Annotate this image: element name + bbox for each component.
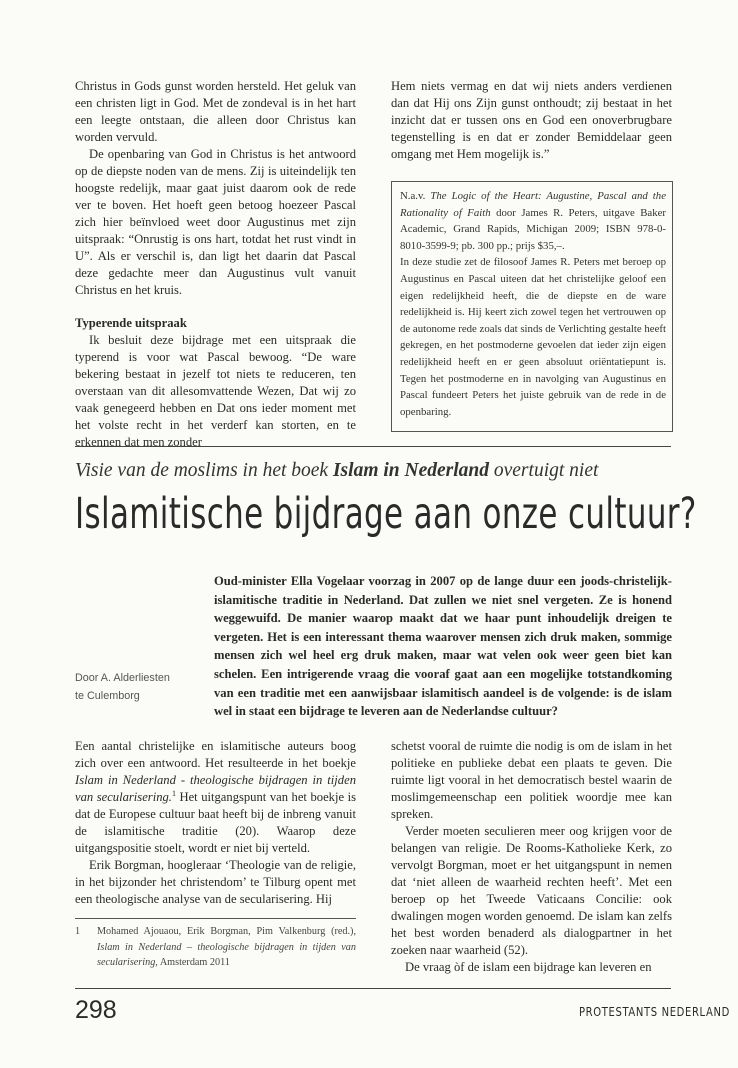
footnote (75, 924, 356, 971)
section-divider (75, 446, 671, 447)
footnote-title: Islam in Nederland – theologische bijdragen in tijden van secularisering, (97, 941, 356, 969)
top-right-column (391, 78, 672, 163)
review-body: In deze studie zet de filosoof James R. Peters met beroep op Augustinus en Pascal uiteen dat het christelijke geloof een eigen redelijkheid heeft, die de diepste en de ware redelijkheid is. Hij keert zich zowel tegen het vertrouwen op de autonome rede zoals dat sinds de Verlichting gestalte heeft gekregen, en het postmoderne gevoelen dat ieder zijn eigen redelijkheid heeft en er geen absoluut oriëntatiepunt is. Tegen het postmoderne en in navolging van Augustinus en Pascal fundeert Peters het juiste gebruik van de rede in de openbaring. (400, 256, 666, 418)
footnote-number: 1 (75, 926, 81, 937)
paragraph: De vraag òf de islam een bijdrage kan leveren en (405, 960, 652, 974)
paragraph: Christus in Gods gunst worden hersteld. Het geluk van een christen ligt in God. Met de zondeval is in het hart een leegte ontstaan, die alleen door Christus kan worden vervuld. (75, 79, 356, 144)
footnote-reference[interactable]: 1 (171, 788, 176, 798)
top-left-column (75, 78, 356, 451)
footnote-authors: Mohamed Ajouaou, Erik Borgman, Pim Valkenburg (red.), (97, 926, 356, 937)
paragraph: Erik Borgman, hoogleraar ‘Theologie van de religie, in het bijzonder het christendom’ te Tilburg opent met een theologische analyse van de secularisering. Hij (75, 858, 356, 906)
bottom-right-column (391, 738, 672, 976)
review-prefix: N.a.v. (400, 190, 426, 202)
article-lead: Oud-minister Ella Vogelaar voorzag in 2007 op de lange duur een joods-christelijk-islamitische traditie in Nederland. Dat zullen we niet snel vergeten. Ze is honend weggewuifd. De manier waarop maakt dat we haar punt inhoudelijk dreigen te vergeten. Het is een interessant thema waarover mensen zich druk maken, sommige mensen zich wel heel erg druk maken, maar wat velen ook weer geen biet kan schelen. Een intrigerende vraag die vooraf gaat aan een mogelijke totstandkoming van een traditie met een aanwijsbaar islamitisch aandeel is de volgende: is de islam wel in staat een bijdrage te leveren aan de Nederlandse cultuur? (214, 574, 672, 719)
byline (75, 669, 205, 705)
byline-author: Door A. Alderliesten (75, 672, 170, 684)
book-title: Islam in Nederland - theologische bijdragen in tijden van secularisering. (75, 773, 356, 804)
paragraph-text: Het uitgangspunt van het boekje is dat de Europese cultuur baat heeft bij de inbreng vanuit de islamitische traditie (20). Waarop deze uitgangspositie stoelt, wordt er niet bij verteld. (75, 790, 356, 855)
footer-divider (75, 988, 671, 989)
book-review-box (391, 181, 673, 432)
review-book-title: The Logic of the Heart: Augustine, Pascal and the Rationality of Faith (400, 190, 666, 219)
paragraph-text: Een aantal christelijke en islamitische auteurs boog zich over een antwoord. Het resulteerde in het boekje (75, 739, 356, 770)
review-details: door James R. Peters, uitgave Baker Academic, Grand Rapids, Michigan 2009; ISBN 978-0-8010-3599-9; pb. 300 pp.; prijs $35,–. (400, 206, 667, 252)
bottom-left-column (75, 738, 356, 908)
footnote-place: Amsterdam 2011 (159, 957, 230, 969)
kicker-text: Visie van de moslims in het boek (75, 460, 329, 481)
paragraph: schetst vooral de ruimte die nodig is om de islam in het politieke en publieke debat een plaats te geven. Die ruimte ligt vooral in het democratisch bestel waarin de moslimgemeenschap een politiek woordje mee kan spreken. (391, 739, 672, 821)
article-kicker (75, 460, 671, 482)
kicker-text: overtuigt niet (493, 460, 599, 481)
subheading: Typerende uitspraak (75, 316, 187, 330)
page-number: 298 (75, 996, 117, 1024)
magazine-name: PROTESTANTS NEDERLAND (579, 1004, 730, 1019)
paragraph: Verder moeten seculieren meer oog krijgen voor de belangen van religie. De Rooms-Katholieke Kerk, zo vervolgt Borgman, moet er het uitgangspunt in nemen dat ‘niet alleen de waarheid rechten heeft’. Met een beroep op het Tweede Vaticaans Concilie: ook dwalingen mogen worden genoemd. De islam kan zelfs het best worden benaderd als dialogpartner in het zoeken naar waarheid (52). (391, 824, 672, 957)
footnote-text (97, 924, 356, 971)
review-citation (400, 188, 666, 254)
byline-place: te Culemborg (75, 690, 140, 702)
paragraph: De openbaring van God in Christus is het antwoord op de diepste noden van de mens. Zij is uiteindelijk ten hoogste redelijk, maar gaat juist daarom ook de rede ver te boven. Het hoeft geen betoog hoezeer Pascal zich hier beïnvloed weet door Augustinus met zijn uitspraak: “Onrustig is ons hart, totdat het rust vindt in U”. Als er verschil is, dan ligt het daarin dat Pascal deze gedachte meer dan Augustinus vult vanuit Christus en het kruis. (75, 147, 356, 297)
kicker-book-title: Islam in Nederland (332, 460, 489, 481)
paragraph: Hem niets vermag en dat wij niets anders verdienen dan dat Hij ons Zijn gunst onthoudt; zij bestaat in het inzicht dat er tussen ons en God een onoverbrugbare tegenstelling is en dat er zonder Bemiddelaar geen omgang met Hem mogelijk is.” (391, 79, 672, 161)
footnote-divider (75, 918, 356, 919)
article-headline: Islamitische bijdrage aan onze cultuur? (75, 489, 697, 539)
paragraph (75, 738, 356, 857)
paragraph: Ik besluit deze bijdrage met een uitspraak die typerend is voor wat Pascal bewoog. “De ware bekering bestaat in jezelf tot niets te reduceren, ten overstaan van dit allesomvattende Wezen, Dat wij zo vaak genegeerd hebben en Dat ons ieder moment met het volste recht in het verderf kan storten, en te erkennen dat men zonder (75, 333, 356, 449)
